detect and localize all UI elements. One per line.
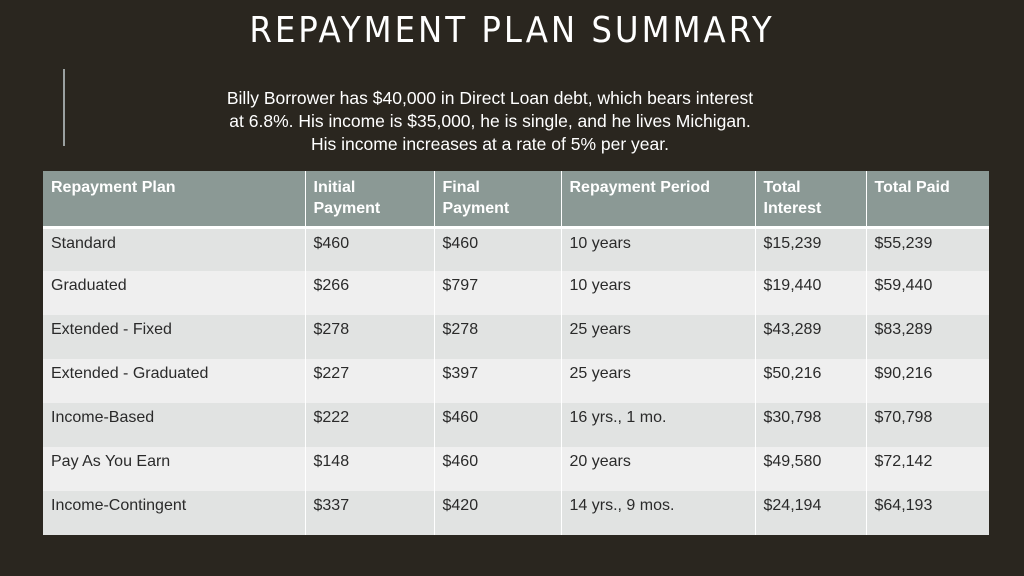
cell-final-payment: $397 xyxy=(434,359,561,403)
cell-repayment-period: 14 yrs., 9 mos. xyxy=(561,491,755,535)
cell-total-interest: $15,239 xyxy=(755,227,866,271)
cell-repayment-period: 25 years xyxy=(561,359,755,403)
table-header-row xyxy=(43,171,989,227)
cell-final-payment: $460 xyxy=(434,227,561,271)
cell-plan: Pay As You Earn xyxy=(43,447,305,491)
table-row xyxy=(43,359,989,403)
cell-plan: Standard xyxy=(43,227,305,271)
header-total-paid: Total Paid xyxy=(866,171,989,227)
cell-plan: Extended - Graduated xyxy=(43,359,305,403)
header-total-interest: Total Interest xyxy=(755,171,866,227)
table-row xyxy=(43,227,989,271)
cell-total-paid: $72,142 xyxy=(866,447,989,491)
header-initial-payment: Initial Payment xyxy=(305,171,434,227)
accent-divider xyxy=(63,69,65,146)
header-final-payment: Final Payment xyxy=(434,171,561,227)
cell-plan: Income-Contingent xyxy=(43,491,305,535)
cell-initial-payment: $337 xyxy=(305,491,434,535)
cell-final-payment: $278 xyxy=(434,315,561,359)
cell-initial-payment: $148 xyxy=(305,447,434,491)
cell-total-interest: $30,798 xyxy=(755,403,866,447)
cell-total-interest: $43,289 xyxy=(755,315,866,359)
cell-initial-payment: $460 xyxy=(305,227,434,271)
cell-total-paid: $64,193 xyxy=(866,491,989,535)
repayment-table xyxy=(43,171,989,535)
cell-final-payment: $460 xyxy=(434,447,561,491)
header-repayment-plan: Repayment Plan xyxy=(43,171,305,227)
cell-final-payment: $460 xyxy=(434,403,561,447)
table-row xyxy=(43,271,989,315)
cell-total-interest: $49,580 xyxy=(755,447,866,491)
slide-subtitle xyxy=(160,87,820,156)
cell-repayment-period: 10 years xyxy=(561,227,755,271)
cell-total-paid: $55,239 xyxy=(866,227,989,271)
header-repayment-period: Repayment Period xyxy=(561,171,755,227)
cell-repayment-period: 10 years xyxy=(561,271,755,315)
cell-final-payment: $420 xyxy=(434,491,561,535)
cell-initial-payment: $266 xyxy=(305,271,434,315)
table-row xyxy=(43,403,989,447)
cell-plan: Graduated xyxy=(43,271,305,315)
cell-repayment-period: 20 years xyxy=(561,447,755,491)
subtitle-line-1: Billy Borrower has $40,000 in Direct Loan debt, which bears interest xyxy=(226,88,754,108)
cell-total-paid: $59,440 xyxy=(866,271,989,315)
cell-repayment-period: 16 yrs., 1 mo. xyxy=(561,403,755,447)
cell-total-interest: $24,194 xyxy=(755,491,866,535)
cell-repayment-period: 25 years xyxy=(561,315,755,359)
subtitle-line-2: at 6.8%. His income is $35,000, he is single, and he lives Michigan. xyxy=(229,111,751,131)
cell-total-paid: $90,216 xyxy=(866,359,989,403)
cell-initial-payment: $222 xyxy=(305,403,434,447)
slide-title: REPAYMENT PLAN SUMMARY xyxy=(249,10,775,51)
cell-total-interest: $19,440 xyxy=(755,271,866,315)
cell-initial-payment: $227 xyxy=(305,359,434,403)
table-row xyxy=(43,491,989,535)
table-row xyxy=(43,315,989,359)
table-row xyxy=(43,447,989,491)
cell-final-payment: $797 xyxy=(434,271,561,315)
cell-total-interest: $50,216 xyxy=(755,359,866,403)
subtitle-line-3: His income increases at a rate of 5% per year. xyxy=(311,134,669,154)
cell-total-paid: $83,289 xyxy=(866,315,989,359)
cell-plan: Extended - Fixed xyxy=(43,315,305,359)
cell-total-paid: $70,798 xyxy=(866,403,989,447)
cell-initial-payment: $278 xyxy=(305,315,434,359)
cell-plan: Income-Based xyxy=(43,403,305,447)
